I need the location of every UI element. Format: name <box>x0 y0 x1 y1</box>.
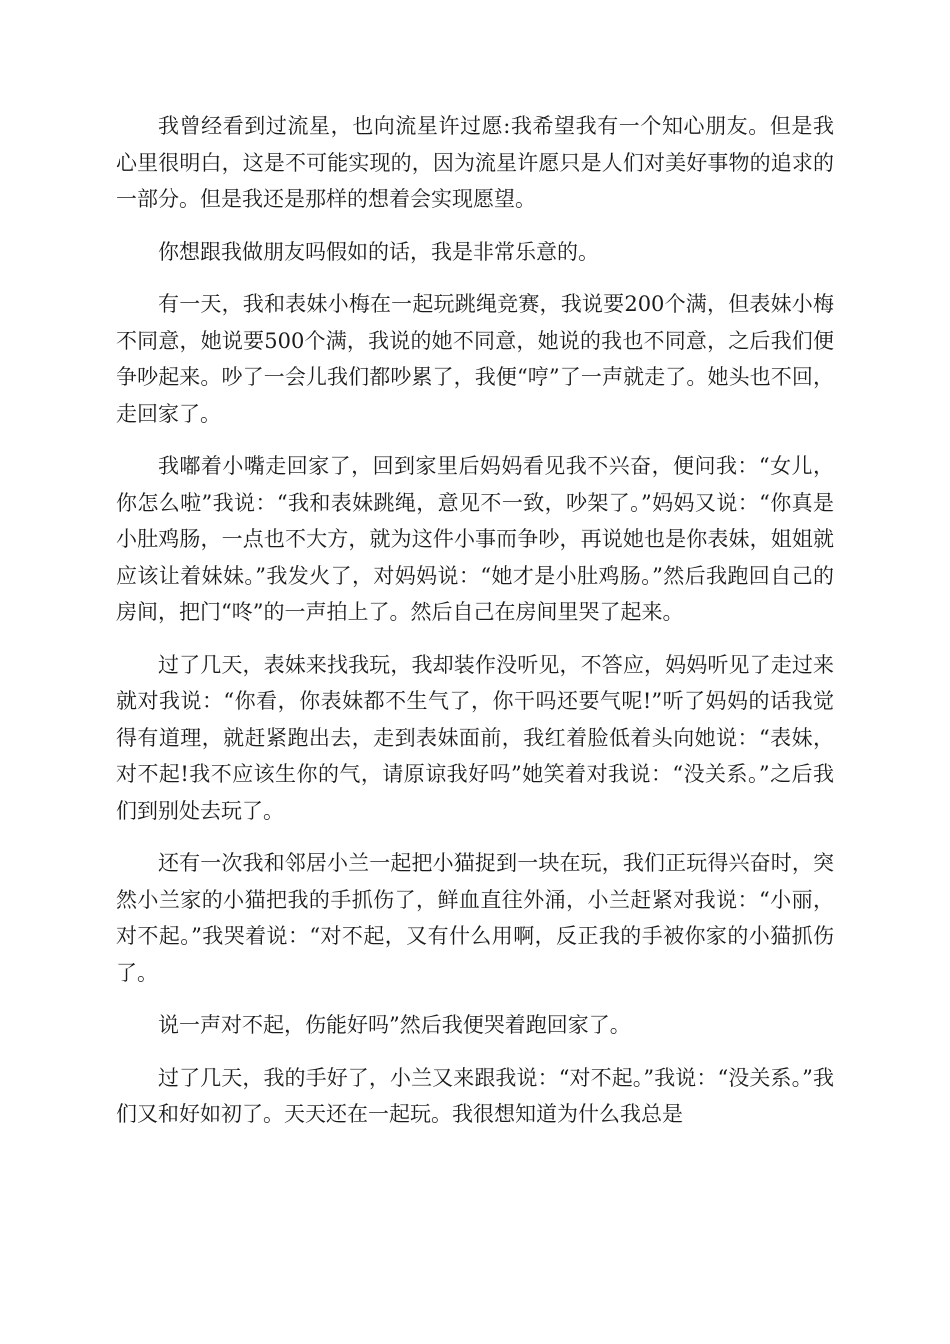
paragraph-sorry: 说一声对不起，伤能好吗”然后我便哭着跑回家了。 <box>158 1013 631 1037</box>
document-page <box>116 108 834 1149</box>
paragraph-friend: 你想跟我做朋友吗假如的话，我是非常乐意的。 <box>158 239 599 264</box>
paragraph-cat: 还有一次我和邻居小兰一起把小猫捉到一块在玩，我们正玩得兴奋时，突然小兰家的小猫把我的手抓伤了，鲜血直往外涌，小兰赶紧对我说：“小丽，对不起。”我哭着说：“对不起，又有什么用啊，反正我的手被你家的小猫抓伤了。 <box>116 851 834 985</box>
paragraph-reconcile: 过了几天，我的手好了，小兰又来跟我说：“对不起。”我说：“没关系。”我们又和好如初了。天天还在一起玩。我很想知道为什么我总是 <box>116 1065 834 1126</box>
paragraph-jump-rope: 有一天，我和表妹小梅在一起玩跳绳竞赛，我说要200个满，但表妹小梅不同意，她说要500个满，我说的她不同意，她说的我也不同意，之后我们便争吵起来。吵了一会儿我们都吵累了，我便“哼”了一声就走了。她头也不回，走回家了。 <box>116 292 834 426</box>
paragraph-wish: 我曾经看到过流星，也向流星许过愿:我希望我有一个知心朋友。但是我心里很明白，这是不可能实现的，因为流星许愿只是人们对美好事物的追求的一部分。但是我还是那样的想着会实现愿望。 <box>116 114 834 211</box>
paragraph-apology: 过了几天，表妹来找我玩，我却装作没听见，不答应，妈妈听见了走过来就对我说：“你看，你表妹都不生气了，你干吗还要气呢!”听了妈妈的话我觉得有道理，就赶紧跑出去，走到表妹面前，我红着脸低着头向她说：“表妹，对不起!我不应该生你的气，请原谅我好吗”她笑着对我说：“没关系。”之后我们到别处去玩了。 <box>116 652 834 823</box>
paragraph-mother: 我嘟着小嘴走回家了，回到家里后妈妈看见我不兴奋，便问我：“女儿，你怎么啦”我说：“我和表妹跳绳，意见不一致，吵架了。”妈妈又说：“你真是小肚鸡肠，一点也不大方，就为这件小事而争吵，再说她也是你表妹，姐姐就应该让着妹妹。”我发火了，对妈妈说：“她才是小肚鸡肠。”然后我跑回自己的房间，把门“咚”的一声拍上了。然后自己在房间里哭了起来。 <box>116 454 834 624</box>
